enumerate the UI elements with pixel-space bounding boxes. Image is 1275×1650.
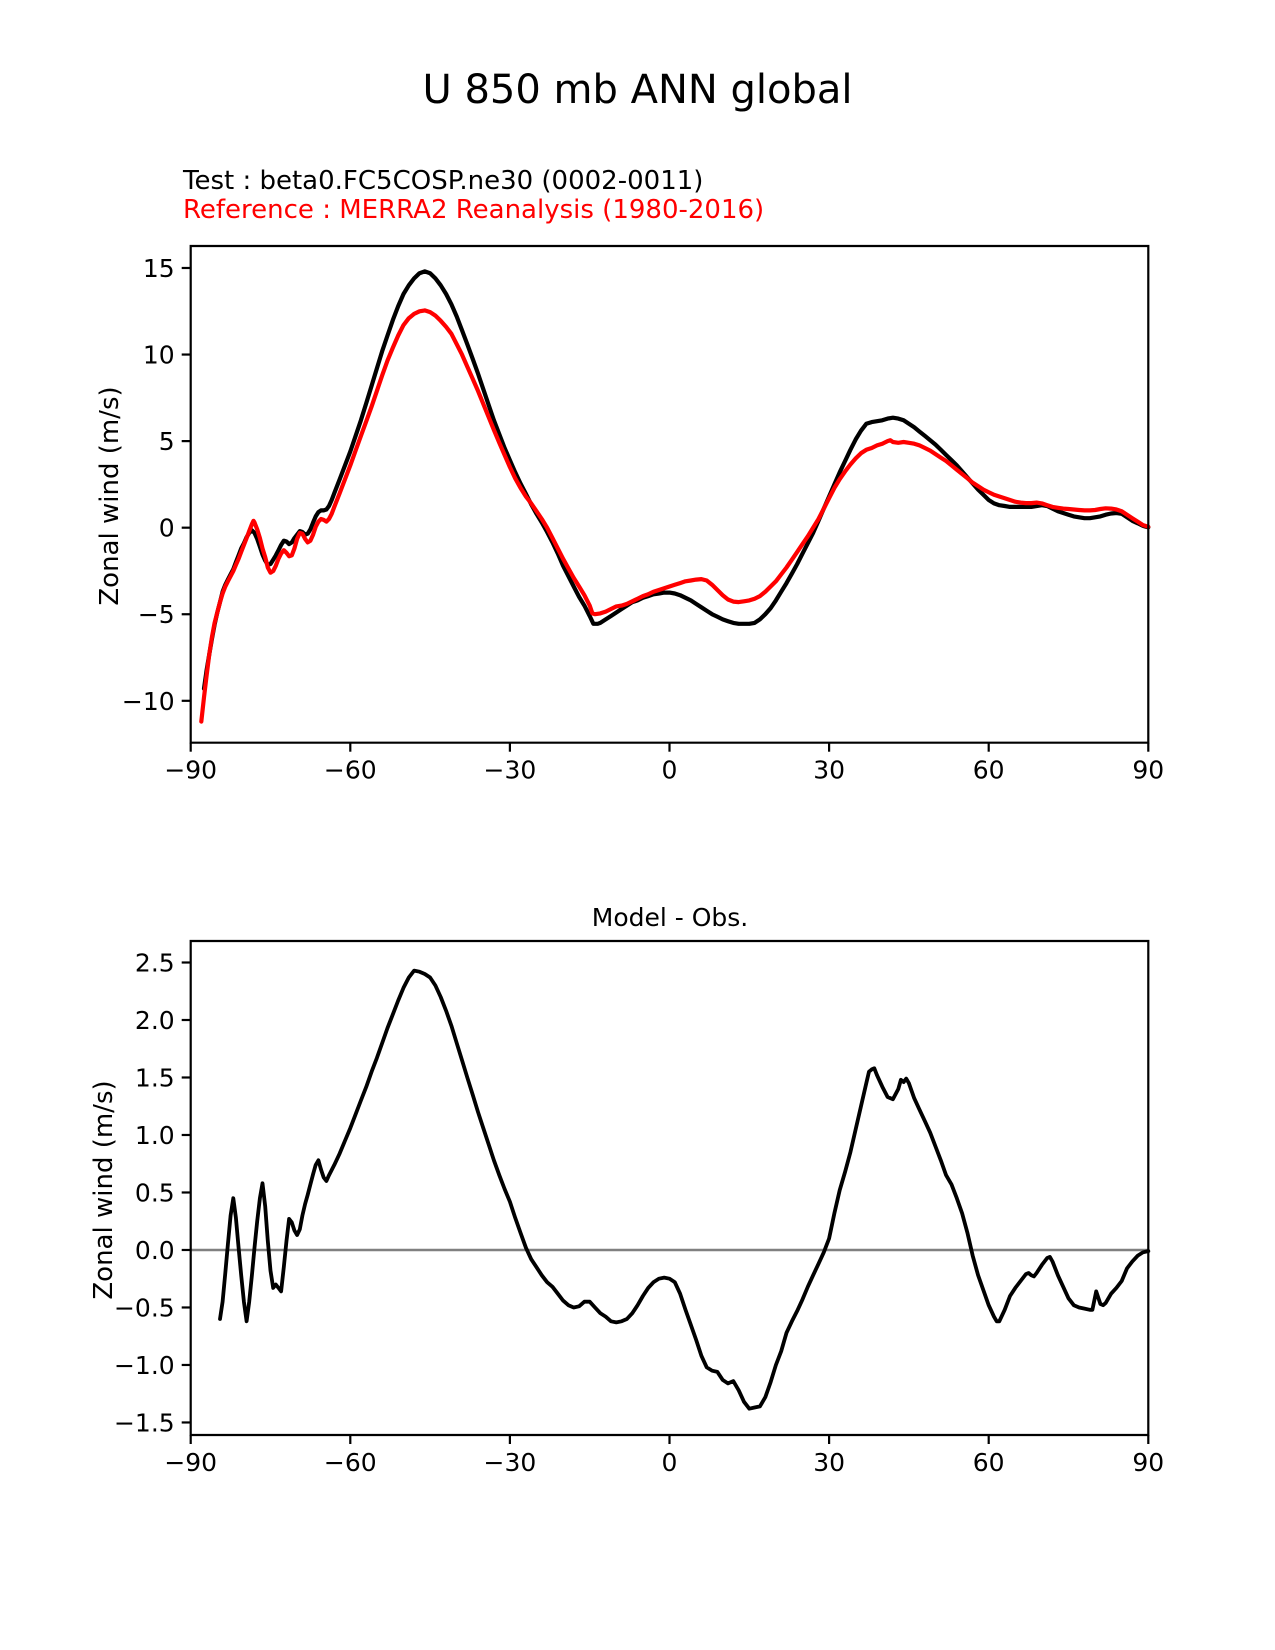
x-tick-label: 60 [972,755,1005,785]
series-line-0 [220,971,1148,1409]
y-tick-label: −1.0 [113,1350,175,1380]
y-tick-label: −0.5 [113,1293,175,1323]
y-tick-label: 2.5 [134,948,175,978]
y-tick-label: 1.0 [134,1120,175,1150]
y-tick-label: 2.0 [134,1005,175,1035]
x-tick-label: −30 [483,1448,537,1477]
y-tick-label: 10 [142,340,175,370]
y-tick-label: 0.0 [134,1235,175,1265]
bottom-panel-title: Model - Obs. [591,903,749,932]
x-tick-label: 90 [1132,755,1165,785]
x-tick-label: −90 [164,755,218,785]
top-panel [122,246,1164,785]
y-tick-label: 15 [142,253,175,283]
y-tick-label: −5 [137,600,175,630]
top-y-axis-label: Zonal wind (m/s) [95,386,125,606]
x-tick-label: −30 [483,755,537,785]
figure-title: U 850 mb ANN global [422,67,853,113]
x-tick-label: 90 [1132,1448,1165,1477]
x-tick-label: −90 [164,1448,218,1477]
y-tick-label: −1.5 [113,1408,175,1438]
bottom-panel [114,941,1164,1477]
bottom-y-axis-label: Zonal wind (m/s) [89,1080,119,1300]
y-tick-label: 0.5 [134,1178,175,1208]
x-tick-label: −60 [323,755,377,785]
legend-test-label: Test : beta0.FC5COSP.ne30 (0002-0011) [183,166,704,196]
y-tick-label: 0 [158,513,175,543]
x-tick-label: 60 [972,1448,1005,1477]
axes-spines [191,941,1149,1435]
x-tick-label: 0 [661,755,678,785]
x-tick-label: 30 [813,1448,846,1477]
legend-reference-label: Reference : MERRA2 Reanalysis (1980-2016) [183,195,765,225]
y-tick-label: 1.5 [134,1063,175,1093]
x-tick-label: −60 [323,1448,377,1477]
x-tick-label: 0 [661,1448,678,1477]
x-tick-label: 30 [813,755,846,785]
y-tick-label: −10 [121,686,175,716]
series-line-1 [201,310,1148,721]
y-tick-label: 5 [158,427,175,457]
